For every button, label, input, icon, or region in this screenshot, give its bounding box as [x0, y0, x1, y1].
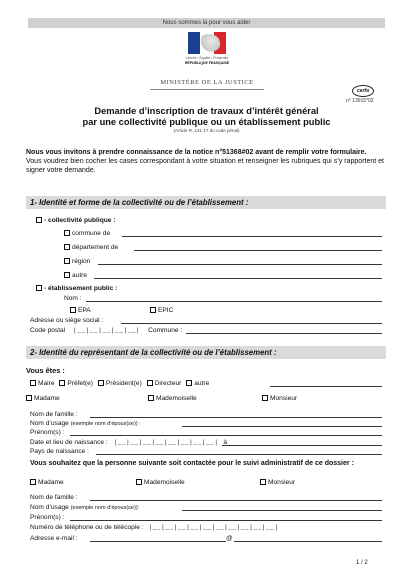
collectivite-row	[36, 217, 115, 225]
pays-naissance-label: Pays de naissance :	[30, 448, 90, 455]
contact-madame-checkbox[interactable]	[30, 479, 36, 485]
cerfa-logo: cerfa	[352, 85, 374, 97]
contact-nom-famille-field[interactable]	[90, 500, 382, 501]
etablissement-checkbox[interactable]	[36, 285, 42, 291]
contact-nom-usage-row	[30, 504, 139, 512]
nom-etablissement-field[interactable]	[86, 301, 382, 302]
lieu-naissance-field[interactable]	[222, 445, 382, 446]
code-postal-field[interactable]: |__|__|__|__|__|	[73, 327, 141, 334]
vous-etes-label: Vous êtes :	[26, 366, 65, 375]
president-checkbox[interactable]	[98, 380, 104, 386]
email-at: @	[226, 535, 233, 542]
role-directeur: Directeur	[154, 380, 182, 387]
prenoms-label: Prénom(s) :	[30, 429, 65, 436]
contact-heading: Vous souhaitez que la personne suivante soit contactée pour le suivi administratif de ce dossier :	[30, 460, 354, 467]
email-user-field[interactable]	[90, 541, 226, 542]
madame-checkbox[interactable]	[26, 395, 32, 401]
intro-bold: Nous vous invitons à prendre connaissance de la notice n°51368#02 avant de remplir votre formulaire.	[26, 149, 367, 156]
contact-nom-usage-hint: (exemple nom d’époux(se)):	[70, 505, 140, 511]
section1-title: 1- Identité et forme de la collectivité ou de l’établissement :	[26, 196, 386, 209]
intro-normal: Vous voudrez bien cocher les cases correspondant à votre situation et renseigner les rubriques qui s’y rapportent et signer votre demande.	[26, 158, 384, 174]
email-label: Adresse e-mail :	[30, 535, 78, 542]
code-postal-row	[30, 327, 182, 335]
role-autre: autre	[194, 380, 210, 387]
commune-name-field[interactable]	[186, 333, 382, 334]
option-departement	[64, 244, 118, 252]
nom-usage-hint: (exemple nom d’époux(se)) :	[70, 421, 141, 427]
logo-motto: Liberté • Égalité • Fraternité	[185, 56, 229, 60]
contact-nom-famille-label: Nom de famille :	[30, 494, 78, 501]
commune-label: commune de	[72, 230, 111, 237]
collectivite-checkbox[interactable]	[36, 217, 42, 223]
help-banner: Nous sommes là pour vous aider	[28, 18, 385, 28]
etablissement-row	[36, 285, 117, 293]
contact-mademoiselle-label: Mademoiselle	[144, 479, 185, 486]
form-title	[40, 106, 373, 128]
ministry-name: MINISTÈRE DE LA JUSTICE	[160, 79, 254, 86]
departement-label: département de	[72, 244, 119, 251]
ministry-divider	[150, 89, 264, 90]
epic-option	[150, 307, 173, 315]
option-commune	[64, 230, 110, 238]
contact-monsieur	[260, 479, 295, 487]
adresse-field[interactable]	[121, 323, 382, 324]
date-a-label: à	[223, 439, 228, 446]
option-region	[64, 258, 90, 266]
contact-mademoiselle-checkbox[interactable]	[136, 479, 142, 485]
adresse-label: Adresse ou siège social :	[30, 317, 104, 324]
departement-field[interactable]	[134, 250, 382, 251]
epa-option	[70, 307, 91, 315]
contact-nom-usage-label: Nom d’usage	[30, 504, 69, 511]
epa-checkbox[interactable]	[70, 307, 76, 313]
role-options	[30, 380, 209, 388]
intro-text	[26, 148, 391, 175]
civilite-mademoiselle	[148, 395, 197, 403]
nom-usage-row	[30, 420, 141, 428]
prefet-checkbox[interactable]	[59, 380, 65, 386]
epic-checkbox[interactable]	[150, 307, 156, 313]
date-naissance-row	[30, 439, 227, 447]
civilite-monsieur	[262, 395, 297, 403]
code-postal-label: Code postal	[30, 327, 66, 334]
role-autre-checkbox[interactable]	[186, 380, 192, 386]
departement-checkbox[interactable]	[64, 244, 70, 250]
monsieur-checkbox[interactable]	[262, 395, 268, 401]
madame-label: Madame	[34, 395, 60, 402]
commune-field[interactable]	[122, 236, 382, 237]
region-checkbox[interactable]	[64, 258, 70, 264]
mademoiselle-checkbox[interactable]	[148, 395, 154, 401]
region-label: région	[72, 258, 91, 265]
form-title-line2: par une collectivité publique ou un établissement public	[82, 117, 331, 127]
commune-name-label: Commune :	[148, 327, 183, 334]
contact-prenoms-label: Prénom(s) :	[30, 514, 65, 521]
nom-usage-label: Nom d’usage	[30, 420, 69, 427]
contact-nom-usage-field[interactable]	[182, 510, 382, 511]
monsieur-label: Monsieur	[270, 395, 298, 402]
pays-naissance-field[interactable]	[96, 454, 382, 455]
role-maire: Maire	[38, 380, 55, 387]
contact-madame-label: Madame	[38, 479, 64, 486]
contact-madame	[30, 479, 64, 487]
directeur-checkbox[interactable]	[147, 380, 153, 386]
contact-monsieur-label: Monsieur	[268, 479, 296, 486]
role-president: Président(e)	[105, 380, 142, 387]
contact-prenoms-field[interactable]	[70, 520, 382, 521]
epa-label: EPA	[78, 307, 91, 314]
collectivite-label: - collectivité publique :	[44, 217, 116, 224]
contact-mademoiselle	[136, 479, 185, 487]
prenoms-field[interactable]	[70, 435, 382, 436]
nom-famille-label: Nom de famille :	[30, 411, 78, 418]
form-subtitle: (Article R. 131-17 du code pénal)	[173, 128, 240, 133]
section2-title: 2- Identité du représentant de la collectivité ou de l’établissement :	[26, 346, 386, 359]
date-naissance-field[interactable]: |__|__|__|__|__|__|__|__|	[113, 439, 219, 446]
commune-checkbox[interactable]	[64, 230, 70, 236]
telephone-row	[30, 524, 279, 532]
role-prefet: Préfet(e)	[67, 380, 93, 387]
autre-field[interactable]	[94, 278, 382, 279]
flag-icon	[188, 32, 226, 54]
civilite-madame	[26, 395, 60, 403]
option-autre	[64, 272, 87, 280]
telephone-field[interactable]: |__|__|__|__|__|__|__|__|__|__|	[148, 524, 279, 531]
form-title-line1: Demande d’inscription de travaux d’intérêt général	[94, 106, 319, 116]
page-number: 1 / 2	[356, 560, 368, 566]
mademoiselle-label: Mademoiselle	[156, 395, 197, 402]
nom-usage-field[interactable]	[182, 426, 382, 427]
republic-logo	[180, 32, 234, 74]
etablissement-label: - établissement public :	[44, 285, 118, 292]
autre-label: autre	[72, 272, 88, 279]
email-domain-field[interactable]	[234, 541, 382, 542]
cerfa-number: n° 13915*02	[346, 98, 374, 104]
autre-checkbox[interactable]	[64, 272, 70, 278]
marianne-icon	[198, 34, 220, 52]
role-autre-field[interactable]	[270, 386, 382, 387]
epic-label: EPIC	[158, 307, 174, 314]
contact-monsieur-checkbox[interactable]	[260, 479, 266, 485]
telephone-label: Numéro de téléphone ou de télécopie :	[30, 524, 144, 531]
logo-republic: RÉPUBLIQUE FRANÇAISE	[184, 61, 230, 65]
nom-famille-field[interactable]	[90, 417, 382, 418]
region-field[interactable]	[98, 264, 382, 265]
nom-etablissement-label: Nom :	[64, 295, 82, 302]
maire-checkbox[interactable]	[30, 380, 36, 386]
date-naissance-label: Date et lieu de naissance :	[30, 439, 108, 446]
